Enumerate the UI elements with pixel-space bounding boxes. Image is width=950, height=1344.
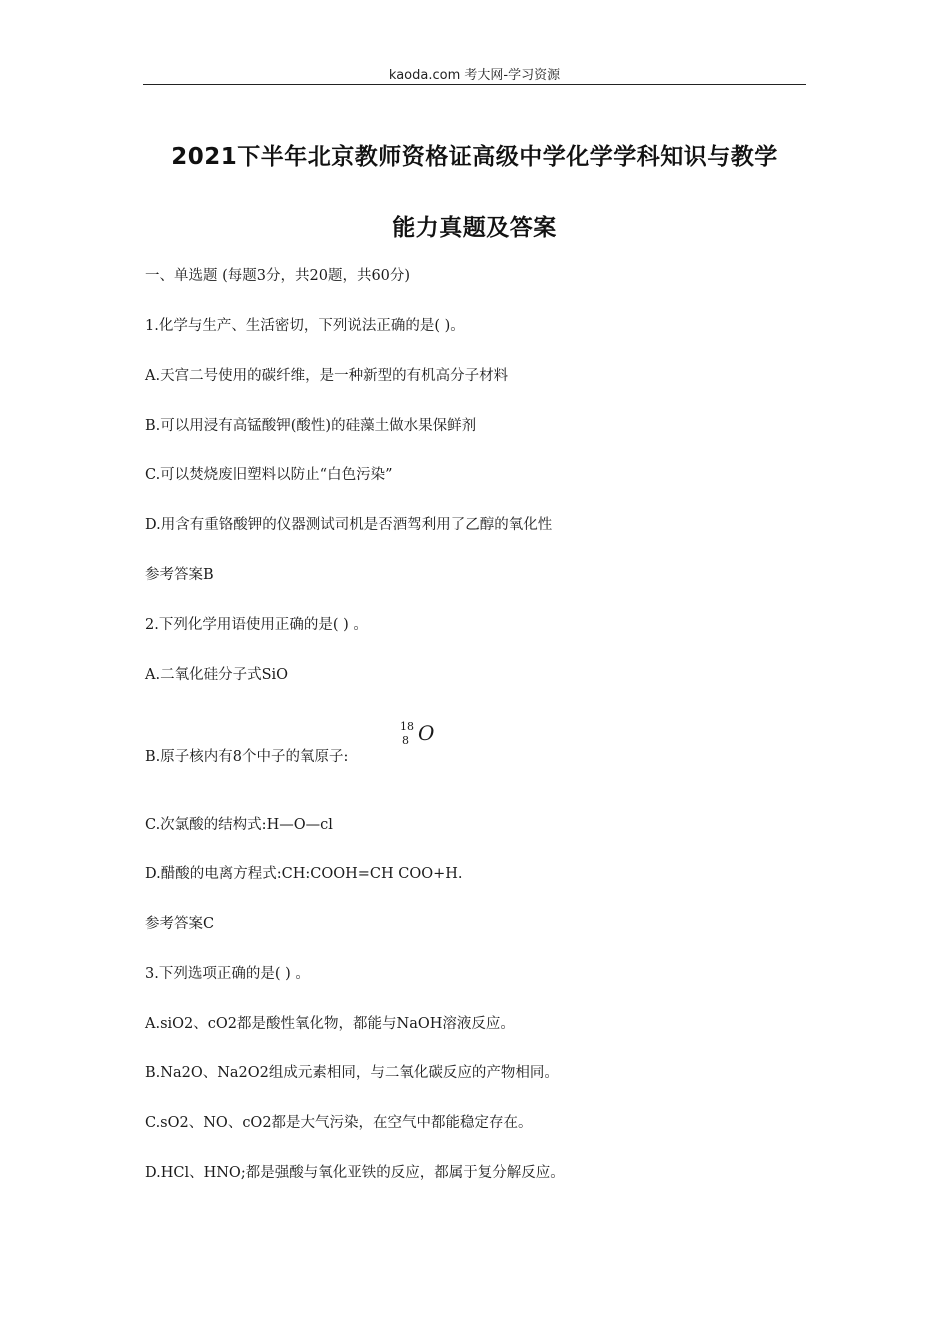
question-2-stem: 2.下列化学用语使用正确的是( ) 。 bbox=[145, 617, 368, 633]
question-1-option-a: A.天宫二号使用的碳纤维，是一种新型的有机高分子材料 bbox=[145, 368, 509, 384]
question-3-option-c: C.sO2、NO、cO2都是大气污染，在空气中都能稳定存在。 bbox=[145, 1115, 533, 1131]
header-divider bbox=[143, 84, 806, 85]
question-1-option-d: D.用含有重铬酸钾的仪器测试司机是否酒驾利用了乙醇的氧化性 bbox=[145, 517, 553, 533]
question-2-option-d: D.醋酸的电离方程式:CH:COOH=CH COO+H. bbox=[145, 866, 463, 882]
document-title-line-2: 能力真题及答案 bbox=[392, 215, 557, 241]
question-3-option-a: A.siO2、cO2都是酸性氧化物，都能与NaOH溶液反应。 bbox=[145, 1016, 515, 1032]
section-heading: 一、单选题 (每题3分，共20题，共60分) bbox=[145, 268, 411, 284]
oxygen-isotope-notation bbox=[400, 720, 440, 750]
page-header: kaoda.com 考大网-学习资源 bbox=[388, 68, 561, 83]
question-3-option-b: B.Na2O、Na2O2组成元素相同，与二氧化碳反应的产物相同。 bbox=[145, 1065, 559, 1081]
question-1-option-b: B.可以用浸有高锰酸钾(酸性)的硅藻土做水果保鲜剂 bbox=[145, 418, 477, 434]
isotope-symbol: O bbox=[418, 721, 435, 745]
question-1-option-c: C.可以焚烧废旧塑料以防止“白色污染” bbox=[145, 467, 393, 483]
isotope-mass-number: 18 bbox=[400, 720, 414, 733]
question-2-option-b: B.原子核内有8个中子的氧原子: bbox=[145, 749, 349, 765]
question-2-answer: 参考答案C bbox=[145, 916, 215, 932]
question-2-option-a: A.二氧化硅分子式SiO bbox=[145, 667, 289, 683]
question-1-stem: 1.化学与生产、生活密切，下列说法正确的是( )。 bbox=[145, 318, 465, 334]
document-title-line-1: 2021下半年北京教师资格证高级中学化学学科知识与教学 bbox=[171, 144, 778, 170]
question-3-option-d: D.HCl、HNO;都是强酸与氧化亚铁的反应，都属于复分解反应。 bbox=[145, 1165, 565, 1181]
isotope-atomic-number: 8 bbox=[402, 734, 409, 747]
question-1-answer: 参考答案B bbox=[145, 567, 214, 583]
question-3-stem: 3.下列选项正确的是( ) 。 bbox=[145, 966, 310, 982]
question-2-option-c: C.次氯酸的结构式:H—O—cl bbox=[145, 817, 333, 833]
